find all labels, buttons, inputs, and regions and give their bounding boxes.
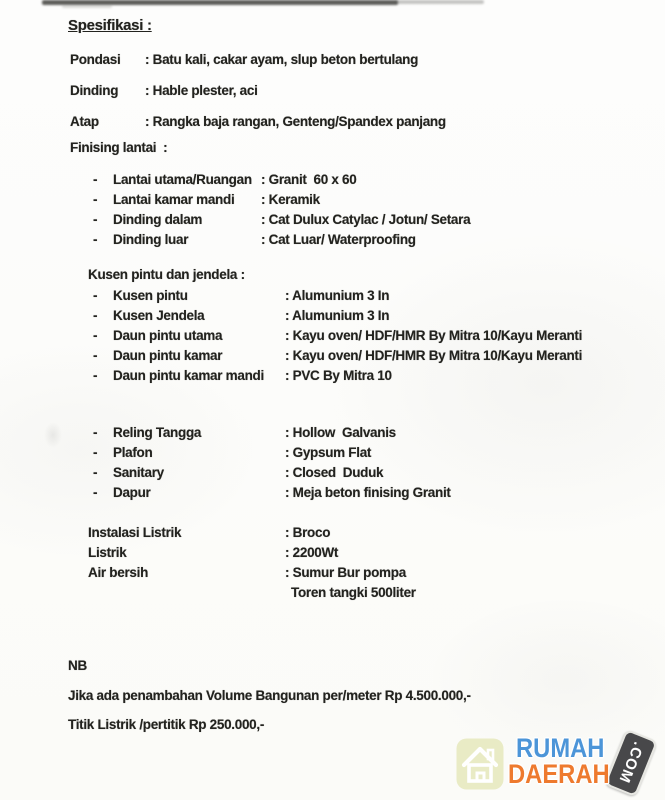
bullet-dash: - [93,308,98,323]
spec-value: : Broco [285,525,331,540]
spec-value: : PVC By Mitra 10 [285,368,392,383]
spec-value: : Sumur Bur pompa [285,565,406,580]
spec-label: Reling Tangga [113,425,202,440]
spec-label: Lantai utama/Ruangan [113,172,252,187]
bullet-dash: - [93,288,98,303]
spec-label: Daun pintu kamar [113,348,223,363]
spec-value: : Hable plester, aci [145,83,258,98]
note-line: Jika ada penambahan Volume Bangunan per/meter Rp 4.500.000,- [68,688,471,703]
rumahdaerah-watermark [456,735,661,799]
spec-row [93,328,582,343]
spec-label: Sanitary [113,465,164,480]
notes-heading: NB [68,658,87,673]
spec-row [93,465,383,480]
spec-row [93,172,356,187]
spec-label: Dinding dalam [113,212,203,227]
spec-value: : Kayu oven/ HDF/HMR By Mitra 10/Kayu Meranti [285,328,583,343]
spec-row [93,212,470,227]
spec-value: : Cat Dulux Catylac / Jotun/ Setara [261,212,471,227]
bullet-dash: - [93,328,98,343]
spec-row [88,565,406,580]
spec-row [88,525,330,540]
brand-name-top: RUMAH [516,733,605,763]
bullet-dash: - [93,232,98,247]
spec-row [93,425,396,440]
spec-label: Daun pintu utama [113,328,223,343]
spec-row [93,445,371,460]
spec-row [88,545,338,560]
bullet-dash: - [93,348,98,363]
spec-row [93,192,320,207]
spec-label: Pondasi [70,52,121,67]
com-badge-label: .COM [615,739,647,787]
spec-value: : Meja beton finising Granit [285,485,451,500]
bullet-dash: - [93,212,98,227]
spec-value: : Closed Duduk [285,465,384,480]
spec-value: : Rangka baja rangan, Genteng/Spandex panjang [145,114,446,129]
spec-label: Daun pintu kamar mandi [113,368,264,383]
spec-label: Listrik [88,545,127,560]
spec-row [70,114,446,129]
spec-label: Kusen Jendela [113,308,205,323]
spec-value: : Granit 60 x 60 [261,172,357,187]
spec-value: : Kayu oven/ HDF/HMR By Mitra 10/Kayu Meranti [285,348,583,363]
spec-label: Dinding luar [113,232,189,247]
section-heading-kusen: Kusen pintu dan jendela : [88,267,245,282]
bullet-dash: - [93,192,98,207]
spec-row [93,368,392,383]
page-title: Spesifikasi : [68,17,152,34]
spec-value: : Keramik [261,192,320,207]
section-heading-finising: Finising lantai : [70,140,168,155]
spec-value: : 2200Wt [285,545,339,560]
spec-label: Atap [70,114,99,129]
spec-row [93,348,582,363]
spec-label: Lantai kamar mandi [113,192,235,207]
spec-row [93,232,416,247]
spec-value: : Alumunium 3 In [285,308,390,323]
house-icon [456,738,504,790]
spec-row [291,585,416,600]
spec-value: : Alumunium 3 In [285,288,390,303]
spec-label: Kusen pintu [113,288,188,303]
spec-row [93,288,389,303]
spec-row [70,83,258,98]
scan-artifact-smudge [396,0,484,4]
scan-artifact-blob [44,422,62,448]
spec-row [93,308,389,323]
brand-name-bottom: DAERAH [508,759,610,789]
spec-value: : Hollow Galvanis [285,425,396,440]
spec-row [70,52,418,67]
spec-value: : Batu kali, cakar ayam, slup beton bertulang [145,52,419,67]
bullet-dash: - [93,368,98,383]
bullet-dash: - [93,172,98,187]
spec-value: : Cat Luar/ Waterproofing [261,232,416,247]
note-line: Titik Listrik /pertitik Rp 250.000,- [68,717,265,732]
bullet-dash: - [93,465,98,480]
spec-value: : Gypsum Flat [285,445,372,460]
spec-label: Dapur [113,485,151,500]
bullet-dash: - [93,485,98,500]
com-badge [604,729,658,797]
spec-label: Dinding [70,83,119,98]
scan-artifact-smudge [62,5,112,8]
spec-row [93,485,451,500]
spec-label: Plafon [113,445,153,460]
spec-value-continuation: Toren tangki 500liter [291,585,416,600]
spec-label: Air bersih [88,565,149,580]
bullet-dash: - [93,425,98,440]
spec-label: Instalasi Listrik [88,525,182,540]
bullet-dash: - [93,445,98,460]
